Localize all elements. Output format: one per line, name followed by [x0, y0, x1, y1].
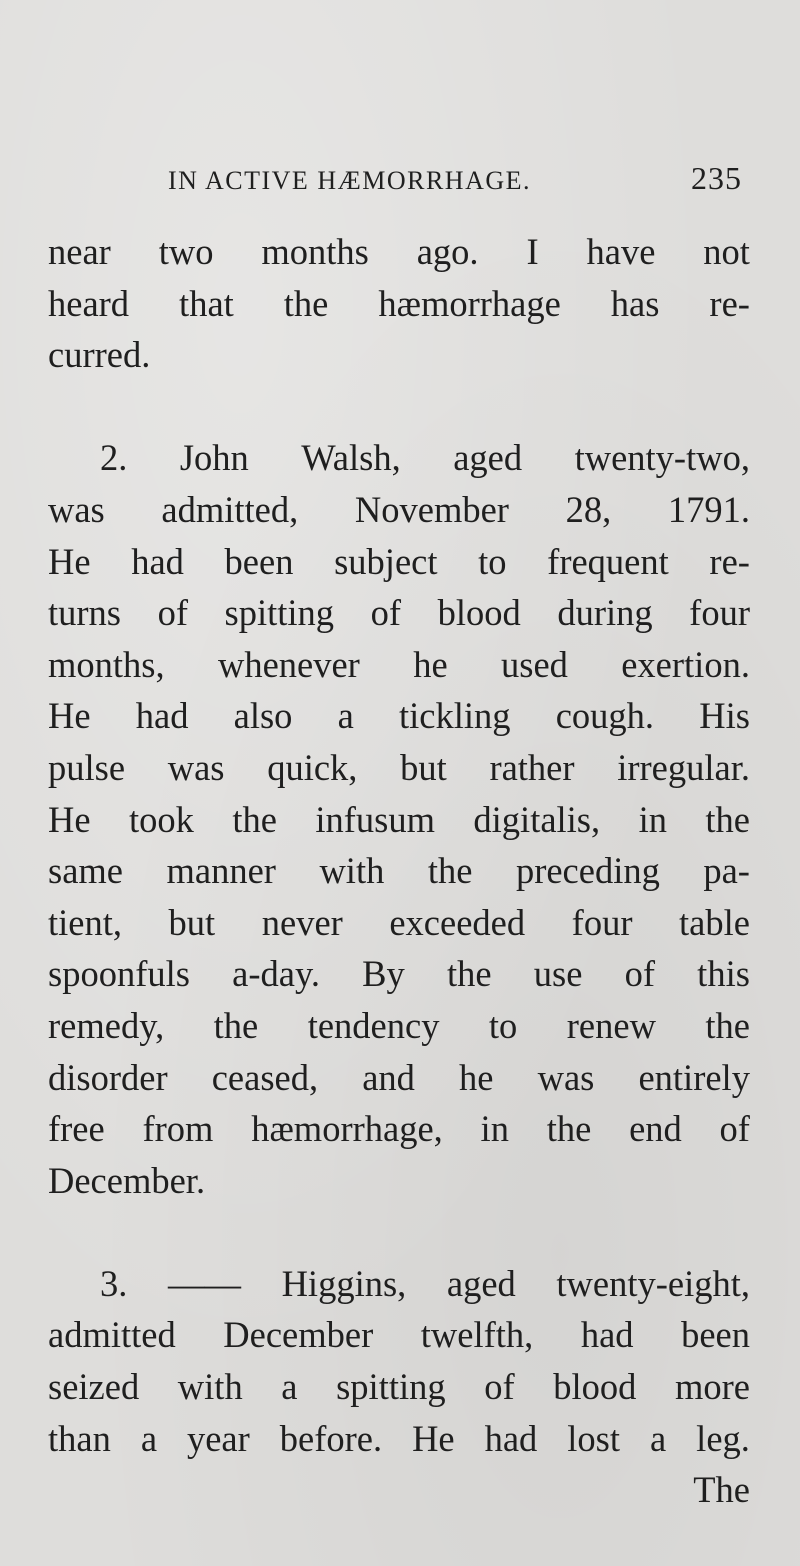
- word: irregular.: [617, 746, 750, 788]
- word: leg.: [696, 1417, 750, 1459]
- word: end: [629, 1108, 682, 1150]
- word: four: [571, 901, 633, 943]
- word: months: [261, 231, 369, 272]
- word: tendency: [307, 1004, 440, 1046]
- word: quick,: [267, 746, 358, 788]
- word: of: [484, 1366, 515, 1408]
- text-line: [48, 226, 750, 278]
- text-line: [48, 484, 750, 536]
- word: was: [167, 746, 225, 788]
- text-line: [48, 1361, 750, 1413]
- paragraph-gap: [48, 1206, 750, 1258]
- word: never: [261, 901, 343, 943]
- word: that: [179, 282, 234, 324]
- word: lost: [567, 1417, 621, 1459]
- word: not: [703, 231, 750, 272]
- word: two: [158, 231, 214, 272]
- text-line: [48, 1000, 750, 1052]
- word: to: [488, 1004, 518, 1046]
- word: twenty-eight,: [556, 1262, 750, 1304]
- word: free: [48, 1108, 105, 1150]
- word: twenty-two,: [574, 437, 750, 479]
- word: twelfth,: [420, 1314, 534, 1356]
- word: during: [557, 592, 653, 634]
- text-line: [48, 329, 750, 381]
- word: in: [638, 798, 667, 840]
- word: rather: [489, 746, 575, 788]
- body-text: [48, 226, 750, 1516]
- word: admitted: [48, 1314, 176, 1356]
- word: also: [233, 695, 293, 737]
- word: entirely: [638, 1056, 750, 1098]
- word: re-: [709, 282, 750, 324]
- word: December.: [48, 1159, 206, 1201]
- word: but: [400, 746, 447, 788]
- word: 28,: [565, 488, 612, 530]
- text-line: [48, 1258, 750, 1310]
- word: the: [705, 798, 750, 840]
- word: he: [459, 1056, 494, 1098]
- word: same: [48, 850, 123, 892]
- word: pulse: [48, 746, 126, 788]
- text-line: [48, 742, 750, 794]
- word: had: [484, 1417, 538, 1459]
- text-line: [48, 1103, 750, 1155]
- word: has: [610, 282, 660, 324]
- word: admitted,: [161, 488, 299, 530]
- word: the: [232, 798, 277, 840]
- word: with: [177, 1366, 243, 1408]
- page-header: [168, 160, 742, 200]
- word: hæmorrhage,: [251, 1108, 443, 1150]
- word: exertion.: [621, 643, 750, 685]
- text-line: [48, 1309, 750, 1361]
- word: 3.: [100, 1262, 128, 1304]
- text-line: [48, 1464, 750, 1516]
- word: subject: [334, 540, 438, 582]
- word: November: [354, 488, 509, 530]
- text-line: [48, 794, 750, 846]
- text-line: [48, 536, 750, 588]
- paragraph-gap: [48, 381, 750, 433]
- word: He: [48, 695, 91, 737]
- word: ago.: [416, 231, 479, 272]
- word: near: [48, 231, 111, 272]
- text-line: [48, 845, 750, 897]
- word: spitting: [224, 592, 335, 634]
- word: and: [362, 1056, 415, 1098]
- word: His: [699, 695, 750, 737]
- word: spoonfuls: [48, 953, 190, 995]
- word: aged: [446, 1262, 516, 1304]
- word: months,: [48, 643, 165, 685]
- word: Higgins,: [281, 1262, 407, 1304]
- word: cough.: [555, 695, 655, 737]
- word: the: [705, 1004, 750, 1046]
- word: in: [480, 1108, 509, 1150]
- text-line: [48, 432, 750, 484]
- word: than: [48, 1417, 111, 1459]
- word: four: [689, 592, 750, 634]
- word: of: [370, 592, 402, 634]
- word: had: [131, 540, 184, 582]
- word: turns: [48, 592, 121, 634]
- word: was: [48, 488, 105, 530]
- word: from: [142, 1108, 214, 1150]
- word: 1791.: [667, 488, 750, 530]
- word: a: [337, 695, 354, 737]
- text-line: [48, 897, 750, 949]
- word: a: [650, 1417, 667, 1459]
- word: been: [681, 1314, 750, 1356]
- word: He: [48, 798, 91, 840]
- word: he: [413, 643, 448, 685]
- text-line: [48, 639, 750, 691]
- word: remedy,: [48, 1004, 165, 1046]
- word: this: [697, 953, 750, 995]
- word: re-: [709, 540, 750, 582]
- page-number: 235: [691, 160, 742, 196]
- word: tient,: [48, 901, 122, 943]
- word: the: [213, 1004, 259, 1046]
- word: took: [128, 798, 194, 840]
- word: with: [319, 850, 385, 892]
- word: had: [135, 695, 189, 737]
- word: aged: [453, 437, 523, 479]
- word: a-day.: [232, 953, 320, 995]
- word: more: [674, 1366, 750, 1408]
- word: of: [719, 1108, 750, 1150]
- word: December: [223, 1314, 374, 1356]
- word: tickling: [399, 695, 511, 737]
- word: ——: [167, 1262, 241, 1304]
- word: By: [362, 953, 405, 995]
- word: had: [580, 1314, 634, 1356]
- word: infusum: [315, 798, 435, 840]
- word: the: [427, 850, 473, 892]
- text-line: [48, 1155, 750, 1207]
- word: a: [281, 1366, 298, 1408]
- word: to: [478, 540, 507, 582]
- word: have: [586, 231, 656, 272]
- word: pa-: [703, 850, 750, 892]
- text-line: [48, 1413, 750, 1465]
- word: heard: [48, 282, 130, 324]
- word: but: [168, 901, 216, 943]
- word: John: [179, 437, 249, 479]
- word: seized: [48, 1366, 140, 1408]
- word: ceased,: [211, 1056, 319, 1098]
- text-line: [48, 948, 750, 1000]
- word: a: [140, 1417, 158, 1459]
- word: of: [624, 953, 655, 995]
- word: been: [224, 540, 294, 582]
- word: table: [679, 901, 750, 943]
- word: digitalis,: [473, 798, 601, 840]
- word: 2.: [100, 437, 128, 479]
- word: the: [283, 282, 329, 324]
- word: use: [533, 953, 583, 995]
- word: curred.: [48, 334, 151, 376]
- word: disorder: [48, 1056, 168, 1098]
- word: renew: [566, 1004, 656, 1046]
- word: year: [186, 1417, 250, 1459]
- text-line: [48, 1052, 750, 1104]
- word: blood: [437, 592, 521, 634]
- word: I: [526, 231, 539, 272]
- word: The: [693, 1469, 750, 1511]
- word: spitting: [336, 1366, 446, 1408]
- word: He: [48, 540, 91, 582]
- word: manner: [166, 850, 276, 892]
- running-head: IN ACTIVE HÆMORRHAGE.: [168, 166, 531, 195]
- word: He: [412, 1417, 455, 1459]
- word: preceding: [515, 850, 660, 892]
- text-line: [48, 587, 750, 639]
- word: hæmorrhage: [378, 282, 561, 324]
- word: the: [546, 1108, 592, 1150]
- word: blood: [553, 1366, 637, 1408]
- word: of: [157, 592, 188, 634]
- word: exceeded: [389, 901, 526, 943]
- word: used: [500, 643, 568, 685]
- word: was: [537, 1056, 595, 1098]
- word: whenever: [217, 643, 360, 685]
- word: the: [446, 953, 492, 995]
- text-line: [48, 690, 750, 742]
- word: before.: [279, 1417, 383, 1459]
- word: frequent: [547, 540, 669, 582]
- text-line: [48, 278, 750, 330]
- word: Walsh,: [301, 437, 401, 479]
